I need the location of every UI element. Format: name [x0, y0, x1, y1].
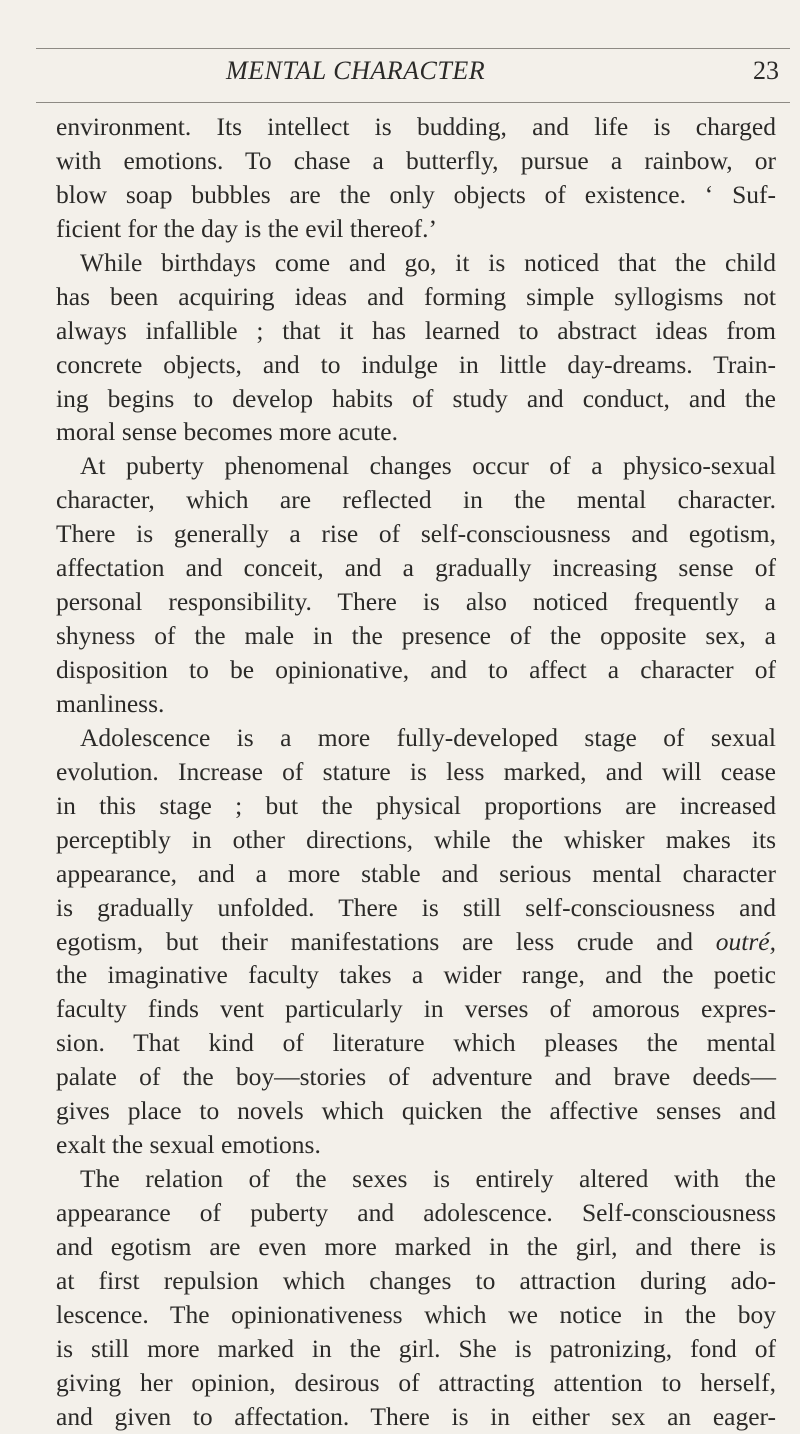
text-line [56, 925, 776, 959]
text-line: palate of the boy—stories of adventure and brave deeds— [56, 1062, 776, 1092]
text-line: disposition to be opinionative, and to affect a character of [56, 655, 776, 684]
text-line: environment. Its intellect is budding, and life is charged [56, 112, 776, 141]
text-line: and given to affectation. There is in either sex an eager- [56, 1401, 776, 1431]
text-line: ficient for the day is the evil thereof.’ [56, 213, 437, 243]
text-line: There is generally a rise of self-consciousness and egotism, [56, 519, 776, 549]
text-line-start: egotism, but their manifestations are less crude and [56, 926, 694, 956]
text-line: appearance, and a more stable and serious mental character [56, 858, 776, 888]
paragraph-start-line: At puberty phenomenal changes occur of a physico-sexual [80, 451, 776, 481]
text-line: sion. That kind of literature which pleases the mental [56, 1028, 776, 1058]
text-line: lescence. The opinionativeness which we notice in the boy [56, 1299, 776, 1329]
text-line: concrete objects, and to indulge in little day-dreams. Train- [56, 349, 776, 379]
text-line: personal responsibility. There is also noticed frequently a [56, 587, 776, 617]
text-line: gives place to novels which quicken the affective senses and [56, 1096, 776, 1126]
paragraph-start-line: The relation of the sexes is entirely altered with the [80, 1164, 776, 1194]
text-line: affectation and conceit, and a gradually increasing sense of [56, 553, 776, 583]
text-line: is still more marked in the girl. She is patronizing, fond of [56, 1333, 776, 1363]
text-line: appearance of puberty and adolescence. Self-consciousness [56, 1198, 776, 1227]
header-rule-top [36, 48, 790, 49]
body-text [56, 110, 776, 1434]
text-line: character, which are reflected in the mental character. [56, 485, 776, 515]
text-line: and egotism are even more marked in the girl, and there is [56, 1231, 776, 1261]
text-line: giving her opinion, desirous of attracting attention to herself, [56, 1367, 776, 1397]
italic-word: outré, [715, 926, 776, 956]
paragraph-start-line: Adolescence is a more fully-developed stage of sexual [80, 722, 776, 752]
text-line: at first repulsion which changes to attraction during ado- [56, 1265, 776, 1295]
paragraph-start-line: While birthdays come and go, it is noticed that the child [80, 247, 776, 277]
text-line: evolution. Increase of stature is less marked, and will cease [56, 756, 776, 786]
page-number: 23 [753, 56, 779, 85]
text-line: shyness of the male in the presence of the opposite sex, a [56, 621, 776, 651]
text-line: the imaginative faculty takes a wider range, and the poetic [56, 960, 776, 990]
text-line: ing begins to develop habits of study and conduct, and the [56, 383, 776, 413]
text-line: moral sense becomes more acute. [56, 417, 398, 447]
text-line: exalt the sexual emotions. [56, 1130, 321, 1160]
text-line: blow soap bubbles are the only objects of existence. ‘ Suf- [56, 179, 776, 209]
text-line: perceptibly in other directions, while the whisker makes its [56, 824, 776, 854]
text-line: with emotions. To chase a butterfly, pursue a rainbow, or [56, 145, 776, 175]
running-head: MENTAL CHARACTER [226, 56, 486, 85]
text-line: in this stage ; but the physical proportions are increased [56, 790, 776, 820]
text-line: is gradually unfolded. There is still self-consciousness and [56, 892, 776, 922]
text-line: always infallible ; that it has learned to abstract ideas from [56, 315, 776, 345]
text-line: manliness. [56, 688, 165, 718]
text-line: has been acquiring ideas and forming simple syllogisms not [56, 281, 776, 311]
text-line: faculty finds vent particularly in verses of amorous expres- [56, 994, 776, 1024]
header-rule-bottom [36, 102, 790, 103]
